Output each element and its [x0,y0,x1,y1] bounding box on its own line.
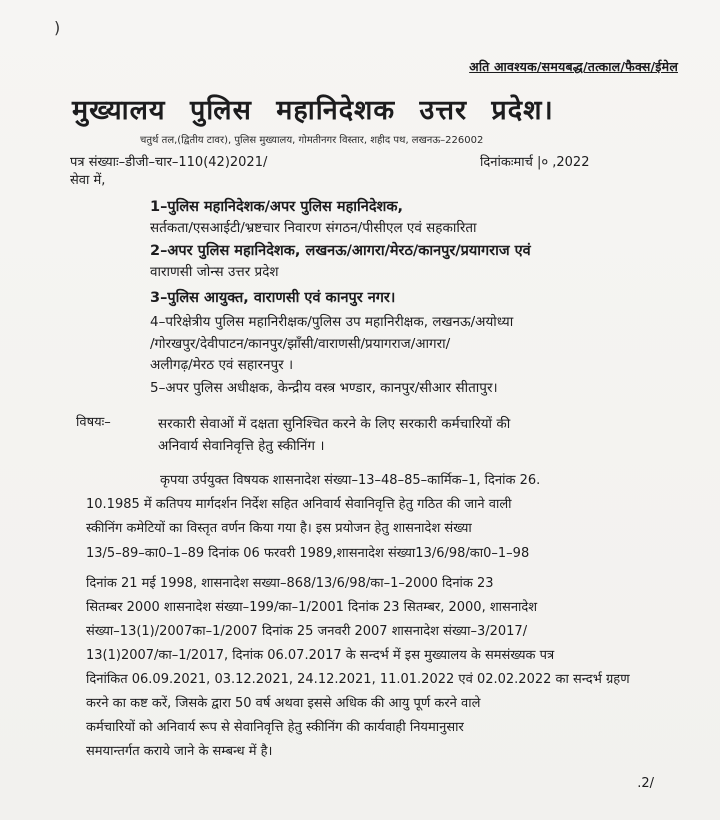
addressee-line: 2–अपर पुलिस महानिदेशक, लखनऊ/आगरा/मेरठ/कानपुर/प्रयागराज एवं [150,243,531,259]
body-line: 10.1985 में कतिपय मार्गदर्शन निर्देश सहित अनिवार्य सेवानिवृत्ति हेतु गठित की जाने वाली [86,497,512,512]
addressee-line: /गोरखपुर/देवीपाटन/कानपुर/झाँसी/वाराणसी/प्रयागराज/आगरा/ [150,336,451,352]
body-line: करने का कष्ट करें, जिसके द्वारा 50 वर्ष अथवा इससे अधिक की आयु पूर्ण करने वाले [86,696,481,711]
corner-mark: ) [54,18,61,37]
body-line: 13(1)2007/का–1/2017, दिनांक 06.07.2017 के सन्दर्भ में इस मुख्यालय के समसंख्यक पत्र [86,648,555,663]
body-line: 13/5–89–का0–1–89 दिनांक 06 फरवरी 1989,शासनादेश संख्या13/6/98/का0–1–98 [86,546,530,561]
body-line: कर्मचारियों को अनिवार्य रूप से सेवानिवृत्ति हेतु स्कीनिंग की कार्यवाही नियमानुसार [86,720,464,735]
addressee-line: 1–पुलिस महानिदेशक/अपर पुलिस महानिदेशक, [150,199,404,215]
subject-line: सरकारी सेवाओं में दक्षता सुनिश्चित करने के लिए सरकारी कर्मचारियों की [158,416,511,432]
urgency-line: अति आवश्यक/समयबद्ध/तत्काल/फैक्स/ईमेल [469,59,678,74]
body-line: स्कीनिंग कमेटियों का विस्तृत वर्णन किया गया है। इस प्रयोजन हेतु शासनादेश संख्या [86,521,472,536]
body-line: सितम्बर 2000 शासनादेश संख्या–199/का–1/2001 दिनांक 23 सितम्बर, 2000, शासनादेश [86,600,538,615]
letter-number: पत्र संख्याः–डीजी–चार–110(42)2021/ [70,155,268,170]
page-indicator: .2/ [637,776,654,791]
body-line: कृपया उर्पयुक्त विषयक शासनादेश संख्या–13–48–85–कार्मिक–1, दिनांक 26. [160,473,541,488]
addressee-line: 5–अपर पुलिस अधीक्षक, केन्द्रीय वस्त्र भण्डार, कानपुर/सीआर सीतापुर। [150,380,498,396]
office-address: चतुर्थ तल,(द्वितीय टावर), पुलिस मुख्यालय, गोमतीनगर विस्तार, शहीद पथ, लखनऊ–226002 [140,135,484,146]
body-line: संख्या–13(1)/2007का–1/2007 दिनांक 25 जनवरी 2007 शासनादेश संख्या–3/2017/ [86,624,528,639]
body-line: समयान्तर्गत कराये जाने के सम्बन्ध में है। [86,744,273,759]
salutation-to: सेवा में, [70,173,106,188]
subject-line: अनिवार्य सेवानिवृत्ति हेतु स्कीनिंग । [158,438,325,454]
office-title: मुख्यालय पुलिस महानिदेशक उत्तर प्रदेश। [72,95,554,126]
letter-date: दिनांकःमार्च |० ,2022 [480,155,590,170]
subject-label: विषयः– [76,415,111,430]
addressee-line: अलीगढ़/मेरठ एवं सहारनपुर । [150,357,294,373]
addressee-line: 3–पुलिस आयुक्त, वाराणसी एवं कानपुर नगर। [150,290,396,306]
addressee-line: सर्तकता/एसआईटी/भ्रष्टचार निवारण संगठन/पीसीएल एवं सहकारिता [150,220,477,236]
addressee-line: 4–परिक्षेत्रीय पुलिस महानिरीक्षक/पुलिस उप महानिरीक्षक, लखनऊ/अयोध्या [150,314,514,330]
addressee-line: वाराणसी जोन्स उत्तर प्रदेश [150,264,279,280]
body-line: दिनांकित 06.09.2021, 03.12.2021, 24.12.2021, 11.01.2022 एवं 02.02.2022 का सन्दर्भ ग्रहण [86,672,630,687]
body-line: दिनांक 21 मई 1998, शासनादेश सख्या–868/13/6/98/का–1–2000 दिनांक 23 [86,576,494,591]
